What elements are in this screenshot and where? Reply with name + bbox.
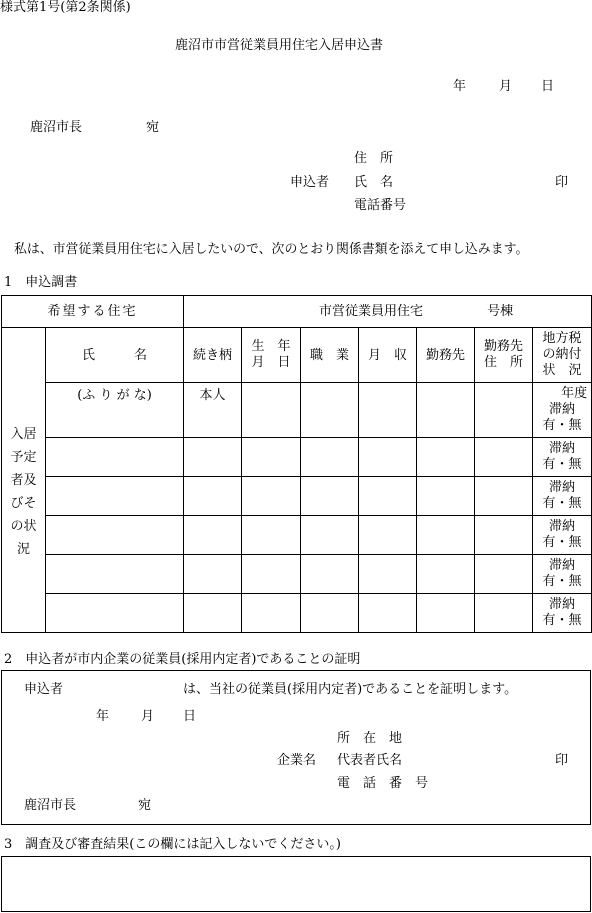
review-result-box[interactable]: [1, 856, 591, 912]
date-month: 月: [499, 79, 513, 94]
table-cell[interactable]: [359, 438, 417, 477]
table-cell[interactable]: [359, 555, 417, 594]
table-cell[interactable]: [242, 555, 301, 594]
addressee-honorific: 宛: [146, 120, 160, 135]
header-job: 職 業: [301, 328, 359, 383]
table-cell[interactable]: [242, 438, 301, 477]
table-cell[interactable]: [475, 438, 533, 477]
company-rep-label: 代表者氏名: [337, 753, 403, 768]
tax-status-cell[interactable]: 滞納 有・無: [533, 438, 592, 477]
applicant-address-label: 住 所: [354, 151, 394, 166]
header-name: 氏 名: [46, 328, 184, 383]
header-dob: 生 年 月 日: [242, 328, 301, 383]
company-phone-label: 電 話 番 号: [337, 776, 429, 791]
desired-housing-value-cell[interactable]: [184, 296, 592, 328]
section1-heading: 1 申込調書: [4, 275, 78, 290]
header-workplace: 勤務先: [417, 328, 475, 383]
table-cell[interactable]: [359, 477, 417, 516]
table-cell[interactable]: [359, 516, 417, 555]
addressee-name: 鹿沼市長: [30, 120, 83, 135]
cert-date-day: 日: [183, 709, 197, 724]
cert-addressee: 鹿沼市長: [24, 798, 77, 813]
table-cell[interactable]: [417, 477, 475, 516]
table-cell[interactable]: [475, 555, 533, 594]
table-cell[interactable]: [475, 477, 533, 516]
table-cell[interactable]: [184, 438, 242, 477]
header-work-address: 勤務先 住 所: [475, 328, 533, 383]
furigana-label: (ふ り が な): [46, 383, 184, 438]
cert-applicant-label: 申込者: [24, 682, 64, 697]
table-cell[interactable]: [301, 516, 359, 555]
table-cell[interactable]: [242, 516, 301, 555]
table-cell[interactable]: [301, 477, 359, 516]
table-cell[interactable]: [359, 594, 417, 633]
page-title: 鹿沼市市営従業員用住宅入居申込書: [175, 38, 384, 53]
section3-heading: 3 調査及び審査結果(この欄には記入しないでください。): [4, 837, 341, 852]
intro-text: 私は、市営従業員用住宅に入居したいので、次のとおり関係書類を添えて申し込みます。: [14, 242, 529, 257]
table-cell[interactable]: [417, 555, 475, 594]
tax-status-cell[interactable]: 滞納 有・無: [533, 516, 592, 555]
header-relation: 続き柄: [184, 328, 242, 383]
header-tax: 地方税 の納付 状 況: [533, 328, 592, 383]
section2-heading: 2 申込者が市内企業の従業員(採用内定者)であることの証明: [4, 652, 361, 667]
tax-status-cell[interactable]: 年度 滞納 有・無: [533, 383, 592, 438]
building-suffix: 号棟: [487, 304, 514, 319]
table-cell[interactable]: [475, 516, 533, 555]
date-year: 年: [453, 79, 467, 94]
tax-status-cell[interactable]: 滞納 有・無: [533, 477, 592, 516]
table-cell[interactable]: [184, 555, 242, 594]
desired-housing-value: 市営従業員用住宅: [319, 304, 424, 319]
tax-status-cell[interactable]: 滞納 有・無: [533, 594, 592, 633]
table-cell[interactable]: [475, 594, 533, 633]
table-cell[interactable]: [475, 383, 533, 438]
table-row: [2, 438, 592, 477]
applicant-label: 申込者: [290, 175, 330, 190]
table-cell[interactable]: [301, 438, 359, 477]
table-cell[interactable]: [46, 555, 184, 594]
desired-housing-label: 希望する住宅: [2, 296, 184, 328]
company-name-label: 企業名: [277, 753, 317, 768]
table-row: [2, 555, 592, 594]
table-cell[interactable]: [301, 383, 359, 438]
applicant-seal: 印: [555, 175, 569, 190]
table-cell[interactable]: [242, 594, 301, 633]
company-location-label: 所 在 地: [337, 731, 403, 746]
table-cell[interactable]: [301, 555, 359, 594]
table-cell[interactable]: [417, 516, 475, 555]
table-cell[interactable]: [242, 383, 301, 438]
table-cell[interactable]: [359, 383, 417, 438]
company-seal: 印: [555, 753, 569, 768]
table-row: [2, 594, 592, 633]
side-label: 入居 予定 者及 びそ の状 況: [2, 328, 46, 633]
table-row: [2, 516, 592, 555]
table-cell[interactable]: [417, 594, 475, 633]
cert-date-month: 月: [141, 709, 155, 724]
table-cell[interactable]: [417, 383, 475, 438]
application-table: [1, 295, 592, 633]
table-cell[interactable]: [184, 594, 242, 633]
cert-honorific: 宛: [138, 798, 152, 813]
tax-status-cell[interactable]: 滞納 有・無: [533, 555, 592, 594]
cert-date-year: 年: [96, 709, 110, 724]
table-cell[interactable]: [46, 438, 184, 477]
table-cell[interactable]: [184, 477, 242, 516]
table-cell[interactable]: [301, 594, 359, 633]
cert-text: は、当社の従業員(採用内定者)であることを証明します。: [183, 682, 518, 697]
table-cell[interactable]: [242, 477, 301, 516]
table-row: [2, 477, 592, 516]
table-cell[interactable]: [184, 516, 242, 555]
table-row: [2, 383, 592, 438]
table-cell[interactable]: [417, 438, 475, 477]
table-cell[interactable]: [46, 594, 184, 633]
applicant-phone-label: 電話番号: [354, 198, 407, 213]
table-cell[interactable]: [46, 477, 184, 516]
date-day: 日: [541, 79, 555, 94]
relation-self: 本人: [184, 383, 242, 438]
applicant-name-label: 氏 名: [354, 175, 394, 190]
header-income: 月 収: [359, 328, 417, 383]
table-cell[interactable]: [46, 516, 184, 555]
form-number: 様式第1号(第2条関係): [0, 0, 131, 15]
